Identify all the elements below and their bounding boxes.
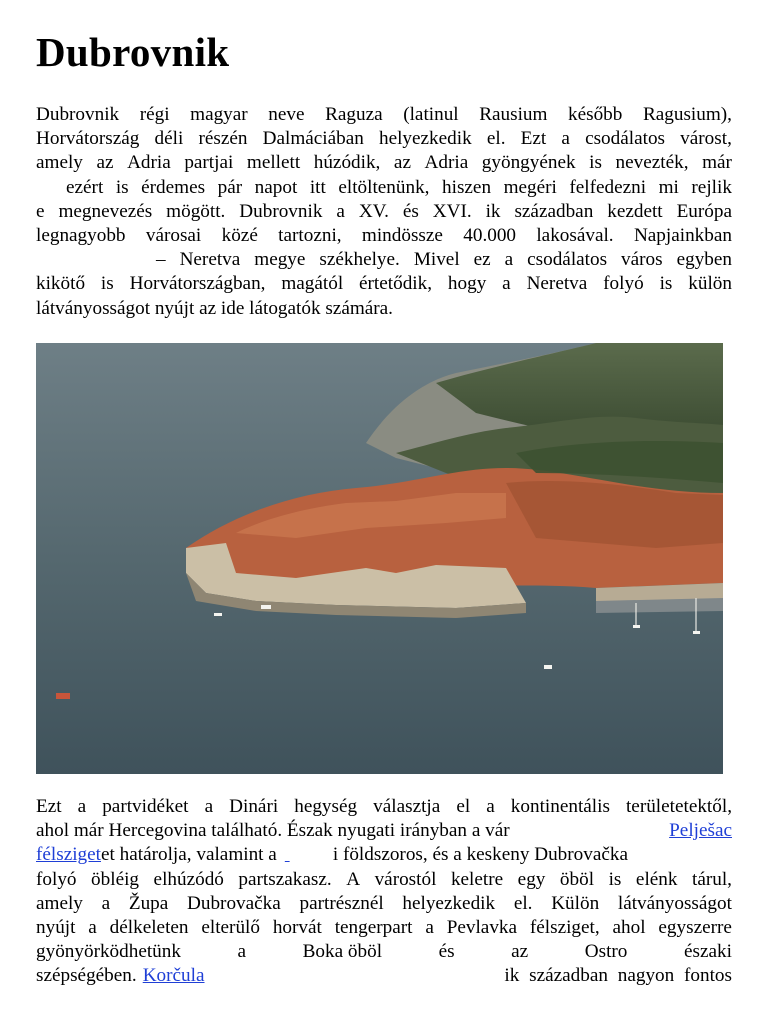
word: Ostro	[584, 941, 628, 963]
text-line	[36, 916, 732, 940]
word: amely	[36, 892, 83, 914]
word: mögött.	[166, 200, 226, 222]
word: ahol	[612, 916, 646, 938]
word: folyó	[603, 273, 644, 295]
word: is	[100, 273, 114, 295]
word: a	[77, 796, 87, 817]
word: és	[438, 941, 455, 963]
word: tartozni,	[278, 224, 342, 246]
word: tárul,	[692, 868, 732, 890]
word: a	[486, 796, 495, 817]
word: később	[568, 104, 623, 125]
word: Dubrovnik	[239, 200, 323, 222]
word: is	[589, 152, 602, 174]
word: Neretva	[526, 273, 588, 295]
word: helyezkedik	[378, 128, 472, 150]
word: megéri	[503, 176, 557, 198]
word: a	[204, 796, 214, 817]
word: el.	[486, 128, 506, 150]
word: székhelye.	[319, 249, 400, 271]
word: ik	[485, 200, 501, 222]
word: mellett	[246, 152, 301, 174]
word: században	[514, 200, 594, 222]
word: el.	[513, 892, 533, 914]
word: Ezt	[36, 796, 62, 817]
text-line	[36, 272, 732, 296]
word: elhúzódó	[153, 868, 224, 890]
word: Horvátország	[36, 128, 140, 150]
word: Adria	[127, 152, 171, 174]
word: Dalmáciában	[262, 128, 364, 150]
word: partszakasz.	[238, 868, 332, 890]
word: nyújt	[36, 916, 76, 938]
word: kontinentális	[510, 796, 610, 817]
word: is	[608, 868, 622, 890]
word: 40.000	[463, 224, 517, 246]
word: öböl	[559, 868, 595, 890]
word: várost,	[680, 128, 732, 150]
word: város	[621, 249, 663, 271]
word: Neretva	[179, 249, 241, 271]
text-line	[36, 103, 732, 127]
word: Horvátországban,	[129, 273, 266, 295]
word: kezdett	[607, 200, 663, 222]
word: a	[425, 916, 434, 938]
word: és	[402, 200, 419, 222]
word: horvát	[272, 916, 322, 938]
word: értetődik,	[359, 273, 433, 295]
word: elénk	[635, 868, 678, 890]
word: neve	[268, 104, 305, 125]
word: keletre	[450, 868, 504, 890]
word: is	[115, 176, 129, 198]
word: magától	[281, 273, 344, 295]
word: megye	[254, 249, 306, 271]
word: a	[237, 941, 247, 963]
word: partjai	[184, 152, 234, 174]
word: amely	[36, 152, 83, 174]
word: Mivel	[413, 249, 460, 271]
text-line	[36, 964, 732, 988]
line-text: ik században nagyon fontos	[504, 965, 732, 987]
text-line	[36, 795, 732, 819]
word: e	[36, 200, 45, 222]
word: Ragusium),	[642, 104, 732, 125]
word: várostól	[374, 868, 437, 890]
word: helyezkedik	[402, 892, 496, 914]
word: a	[336, 200, 345, 222]
text-line	[36, 843, 732, 867]
link-felsziget[interactable]: félsziget	[36, 844, 101, 866]
word: részén	[198, 128, 248, 150]
word: a	[502, 273, 511, 295]
word: az	[96, 152, 114, 174]
word: partvidéket	[102, 796, 189, 817]
word: hiszen	[442, 176, 492, 198]
word: Rausium	[479, 104, 548, 125]
word: gyöngyének	[481, 152, 576, 174]
word: hogy	[447, 273, 487, 295]
line-text: et határolja, valamint a	[101, 844, 277, 866]
text-line	[36, 248, 732, 272]
word: mindössze	[361, 224, 443, 246]
word: öbléig	[91, 868, 140, 890]
word: az	[511, 941, 529, 963]
text-line	[36, 151, 732, 175]
line-text: i földszoros, és a keskeny Dubrovačka	[332, 844, 628, 866]
word: pár	[217, 176, 243, 198]
word: legnagyobb	[36, 224, 126, 246]
word: külön	[688, 273, 732, 295]
word: Adria	[424, 152, 469, 174]
text-line	[36, 176, 732, 200]
word: már	[702, 152, 732, 174]
word: gyönyörködhetünk	[36, 941, 181, 963]
word: is	[659, 273, 673, 295]
text-line	[36, 892, 732, 916]
geography-paragraph	[36, 795, 732, 989]
text-line	[36, 200, 732, 224]
word: ez	[473, 249, 491, 271]
word: délkeleten	[109, 916, 189, 938]
word: csodálatos	[527, 249, 608, 271]
word: (latinul	[403, 104, 459, 125]
word: csodálatos	[585, 128, 666, 150]
word: magyar	[190, 104, 248, 125]
word: XVI.	[432, 200, 472, 222]
word: XV.	[358, 200, 389, 222]
word: Dubrovačka	[187, 892, 281, 914]
line-text: szépségében.	[36, 965, 137, 987]
word: Európa	[676, 200, 732, 222]
word: felfedezni	[569, 176, 647, 198]
word: Župa	[128, 892, 169, 914]
line-text: ahol már Hercegovina található. Észak nyugati irányban a vár	[36, 820, 510, 842]
word: közé	[221, 224, 258, 246]
word: Raguza	[325, 104, 383, 125]
word: eltöltenünk,	[338, 176, 430, 198]
text-line	[36, 224, 732, 248]
word: nevezték,	[615, 152, 689, 174]
text-line	[36, 940, 732, 964]
word: húzódik,	[313, 152, 381, 174]
text-line	[36, 819, 732, 843]
word: egyben	[676, 249, 732, 271]
word: ezért	[66, 176, 104, 198]
word: a	[504, 249, 514, 271]
word: itt	[309, 176, 326, 198]
word: látványosságot	[617, 892, 732, 914]
word: a	[101, 892, 111, 914]
word: városai	[145, 224, 202, 246]
word: területetektől,	[625, 796, 732, 817]
text-line	[36, 297, 732, 321]
word: egyszerre	[658, 916, 732, 938]
word: a	[88, 916, 97, 938]
word: a	[561, 128, 570, 150]
word: érdemes	[141, 176, 206, 198]
word: kikötő	[36, 273, 86, 295]
word: északi	[683, 941, 732, 963]
word: megnevezés	[58, 200, 153, 222]
page-title: Dubrovnik	[36, 29, 230, 75]
text-line	[36, 868, 732, 892]
word: partrésznél	[299, 892, 384, 914]
intro-paragraph	[36, 103, 732, 321]
word: Pevlavka	[446, 916, 518, 938]
word: Ezt	[520, 128, 547, 150]
empty-link[interactable]	[285, 843, 325, 867]
word: Dubrovnik	[36, 104, 120, 125]
word: az	[393, 152, 411, 174]
word: rejlik	[691, 176, 732, 198]
word: A	[346, 868, 361, 890]
word: lakosával.	[536, 224, 614, 246]
word: folyó	[36, 868, 77, 890]
word: Dinári	[229, 796, 279, 817]
word: látványosságot nyújt az ide látogatók számára.	[36, 297, 393, 319]
word: választja	[373, 796, 441, 817]
word: elterülő	[201, 916, 260, 938]
word: napot	[254, 176, 298, 198]
word: –	[156, 249, 166, 271]
word: el	[456, 796, 471, 817]
dubrovnik-photo	[36, 343, 723, 774]
word: hegység	[294, 796, 358, 817]
word: Boka öböl	[302, 941, 383, 963]
word: tengerpart	[334, 916, 413, 938]
word: mi	[658, 176, 679, 198]
word: Külön	[551, 892, 600, 914]
word: déli	[154, 128, 184, 150]
word: Napjainkban	[633, 224, 732, 246]
link-korcula[interactable]: Korčula	[142, 965, 205, 987]
word: egy	[517, 868, 546, 890]
text-line	[36, 127, 732, 151]
word: régi	[139, 104, 170, 125]
link-peljesac[interactable]: Pelješac	[669, 820, 732, 842]
word: félsziget,	[529, 916, 600, 938]
